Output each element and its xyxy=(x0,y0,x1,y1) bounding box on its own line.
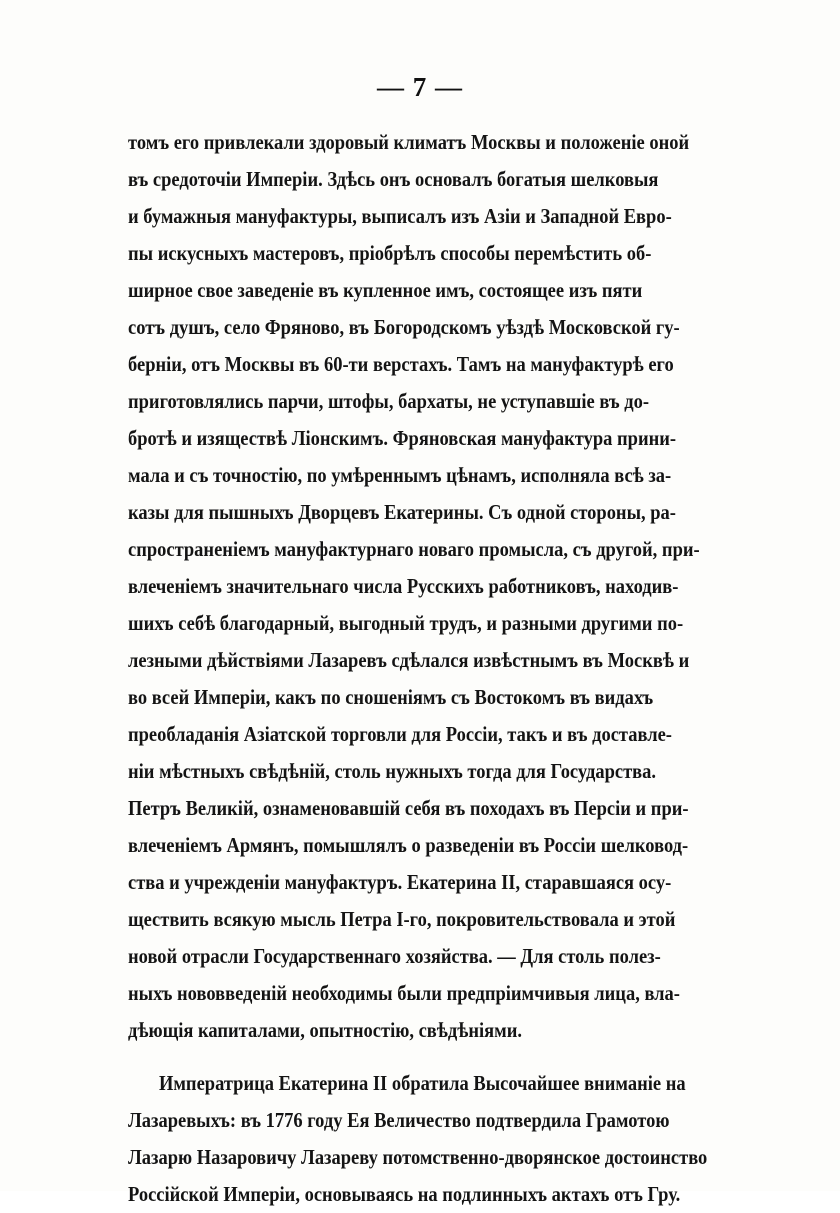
text-line: бротѣ и изяществѣ Ліонскимъ. Фряновская мануфактура прини- xyxy=(128,426,677,450)
text-line: Лазарю Назаровичу Лазареву потомственно-дворянское достоинство xyxy=(128,1145,708,1169)
text-line: Петръ Великій, ознаменовавшій себя въ походахъ въ Персіи и при- xyxy=(128,796,689,820)
text-line: новой отрасли Государственнаго хозяйства. — Для столь полез- xyxy=(128,944,661,968)
text-line: ществить всякую мысль Петра I-го, покровительствовала и этой xyxy=(128,907,676,931)
text-line: берніи, отъ Москвы въ 60-ти верстахъ. Тамъ на мануфактурѣ его xyxy=(128,352,674,376)
text-line: влеченіемъ значительнаго числа Русскихъ работниковъ, находив- xyxy=(128,574,679,598)
text-line: спространеніемъ мануфактурнаго новаго промысла, съ другой, при- xyxy=(128,537,700,561)
text-line: ныхъ нововведеній необходимы были предпріимчивыя лица, вла- xyxy=(128,981,680,1005)
text-line: лезными дѣйствіями Лазаревъ сдѣлался извѣстнымъ въ Москвѣ и xyxy=(128,648,690,672)
text-line: влеченіемъ Армянъ, помышлялъ о разведеніи въ Россіи шелковод- xyxy=(128,833,689,857)
text-line: мала и съ точностію, по умѣреннымъ цѣнамъ, исполняла всѣ за- xyxy=(128,463,672,487)
body-text xyxy=(128,124,744,1213)
text-line: Лазаревыхъ: въ 1776 году Ея Величество подтвердила Грамотою xyxy=(128,1108,670,1132)
text-line: Россійской Имперіи, основываясь на подлинныхъ актахъ отъ Гру. xyxy=(128,1182,681,1206)
text-line: сотъ душъ, село Фряново, въ Богородскомъ уѣздѣ Московской гу- xyxy=(128,315,680,339)
text-line: Императрица Екатерина II обратила Высочайшее вниманіе на xyxy=(158,1071,686,1095)
text-line: приготовлялись парчи, штофы, бархаты, не уступавшіе въ до- xyxy=(128,389,650,413)
text-line: и бумажныя мануфактуры, выписалъ изъ Азіи и Западной Евро- xyxy=(128,204,672,228)
text-line: преобладанія Азіатской торговли для Россіи, такъ и въ доставле- xyxy=(128,722,672,746)
text-line: пы искусныхъ мастеровъ, пріобрѣлъ способы перемѣстить об- xyxy=(128,241,652,265)
page-number: — 7 — xyxy=(377,72,463,102)
text-line: во всей Имперіи, какъ по сношеніямъ съ Востокомъ въ видахъ xyxy=(128,685,654,709)
text-line: ширное свое заведеніе въ купленное имъ, состоящее изъ пяти xyxy=(128,278,643,302)
text-line: ніи мѣстныхъ свѣдѣній, столь нужныхъ тогда для Государства. xyxy=(128,759,657,783)
paragraph-gap xyxy=(128,1049,744,1065)
text-line: шихъ себѣ благодарный, выгодный трудъ, и разными другими по- xyxy=(128,611,684,635)
text-line: въ средоточіи Имперіи. Здѣсь онъ основалъ богатыя шелковыя xyxy=(128,167,659,191)
text-line: дѣющія капиталами, опытностію, свѣдѣніями. xyxy=(128,1018,522,1042)
text-line: казы для пышныхъ Дворцевъ Екатерины. Съ одной стороны, ра- xyxy=(128,500,676,524)
text-line: ства и учрежденіи мануфактуръ. Екатерина II, старавшаяся осу- xyxy=(128,870,672,894)
text-line: томъ его привлекали здоровый климатъ Москвы и положеніе оной xyxy=(128,130,690,154)
